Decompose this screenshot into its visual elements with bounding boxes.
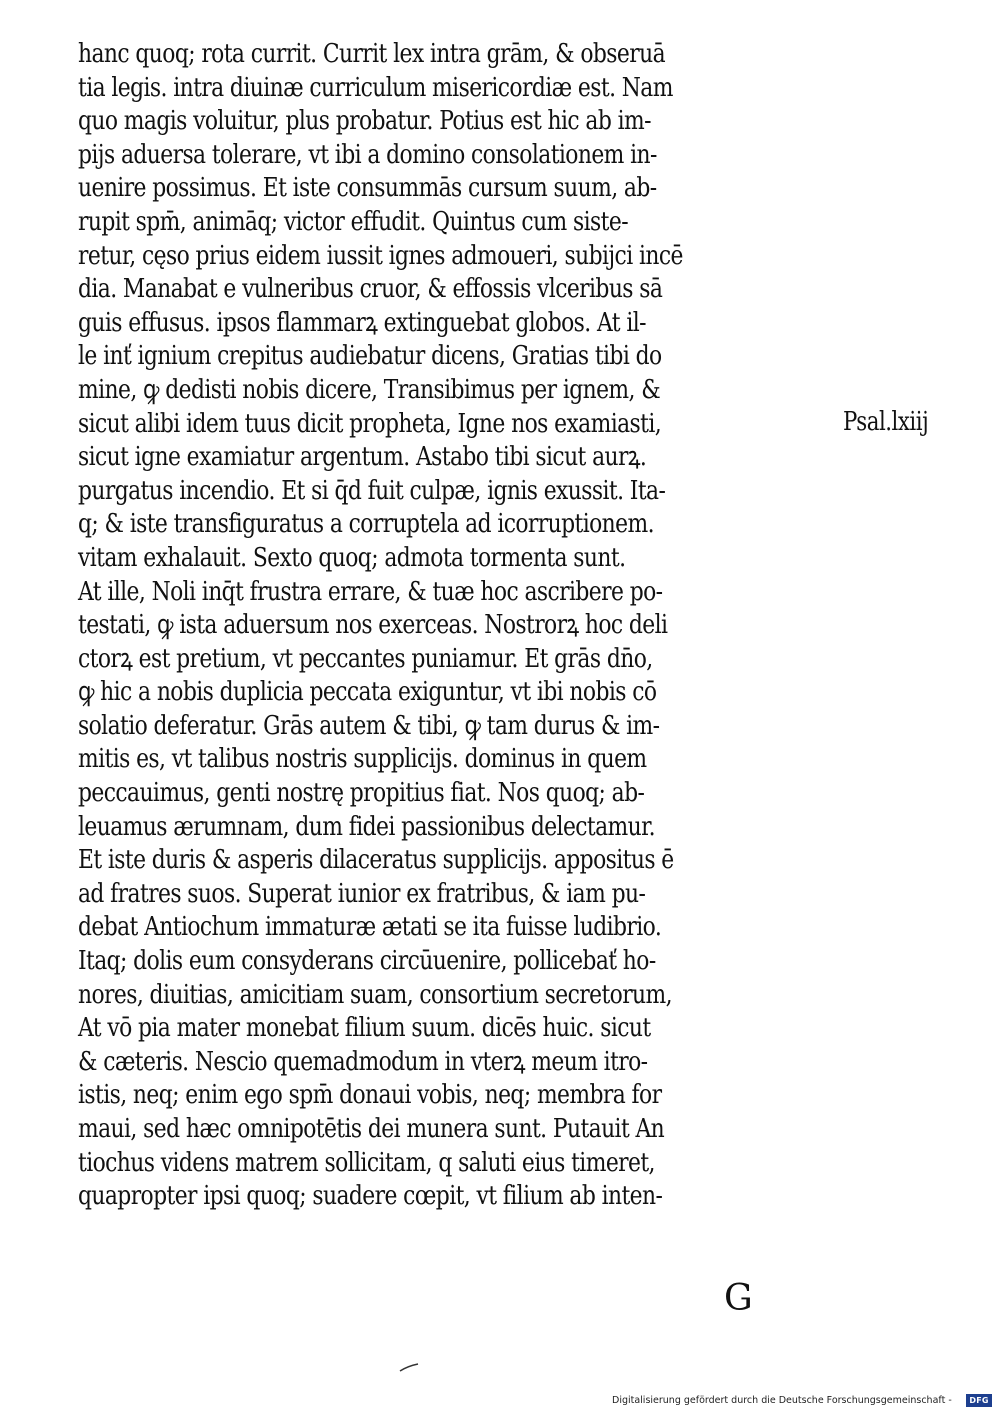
text-line: quo magis voluitur, plus probatur. Potius est hic ab im-	[78, 106, 651, 137]
text-line: At vō pia mater monebat filium suum. dicēs huic. sicut	[78, 1013, 651, 1044]
text-line: ꝙ hic a nobis duplicia peccata exiguntur, vt ibi nobis cō	[78, 677, 657, 708]
signature-mark: G	[724, 1278, 753, 1319]
text-line: tia legis. intra diuinæ curriculum misericordiæ est. Nam	[78, 72, 673, 103]
text-line: tiochus videns matrem sollicitam, q saluti eius timeret,	[78, 1147, 655, 1178]
text-line: quapropter ipsi quoq; suadere cœpit, vt filium ab inten-	[78, 1181, 663, 1212]
text-line: guis effusus. ipsos flammarꝝ extinguebat globos. At il-	[78, 307, 646, 338]
text-line: solatio deferatur. Grās autem & tibi, ꝙ tam durus & im-	[78, 710, 660, 741]
text-line: uenire possimus. Et iste consummās cursum suum, ab-	[78, 173, 657, 204]
text-line: & cæteris. Nescio quemadmodum in vterꝝ meum itro-	[78, 1046, 648, 1077]
text-line: istis, neq; enim ego spm̄ donaui vobis, neq; membra for	[78, 1080, 662, 1111]
text-line: sicut igne examiatur argentum. Astabo tibi sicut aurꝝ.	[78, 442, 647, 473]
text-line: retur, cęso prius eidem iussit ignes admoueri, subijci incē	[78, 240, 683, 271]
text-line: dia. Manabat e vulneribus cruor, & effossis vlceribus sā	[78, 274, 663, 305]
text-line: pijs aduersa tolerare, vt ibi a domino consolationem in-	[78, 139, 657, 170]
text-line: vitam exhalauit. Sexto quoq; admota tormenta sunt.	[78, 542, 626, 573]
text-line: q; & iste transfiguratus a corruptela ad icorruptionem.	[78, 509, 654, 540]
scan-speck-mark	[398, 1360, 420, 1374]
text-line: rupit spm̄, animāq; victor effudit. Quintus cum siste-	[78, 206, 628, 237]
text-line: le inť ignium crepitus audiebatur dicens, Gratias tibi do	[78, 341, 662, 372]
text-line: leuamus ærumnam, dum fidei passionibus delectamur.	[78, 811, 655, 842]
text-line: nores, diuitias, amicitiam suam, consortium secretorum,	[78, 979, 673, 1010]
text-line: testati, ꝙ ista aduersum nos exerceas. Nostrorꝝ hoc deli	[78, 610, 668, 641]
text-line: mitis es, vt talibus nostris supplicijs. dominus in quem	[78, 744, 647, 775]
text-line: debat Antiochum immaturæ ætati se ita fuisse ludibrio.	[78, 912, 662, 943]
text-line: sicut alibi idem tuus dicit propheta, Igne nos examiasti,	[78, 408, 662, 439]
text-line: At ille, Noli inq̄t frustra errare, & tuæ hoc ascribere po-	[78, 576, 663, 607]
dfg-logo: DFG	[966, 1394, 992, 1407]
text-line: Et iste duris & asperis dilaceratus supplicijs. appositus ē	[78, 845, 674, 876]
text-line: ctorꝝ est pretium, vt peccantes puniamur. Et grās dn̄o,	[78, 643, 653, 674]
text-line: maui, sed hæc omnipotētis dei munera sunt. Putauit An	[78, 1114, 665, 1144]
text-line: purgatus incendio. Et si q̄d fuit culpæ, ignis exussit. Ita-	[78, 475, 666, 506]
text-line: mine, ꝙ dedisti nobis dicere, Transibimus per ignem, &	[78, 374, 661, 405]
text-line: Itaq; dolis eum consyderans circūuenire, pollicebať ho-	[78, 946, 656, 977]
digitization-credit: Digitalisierung gefördert durch die Deutsche Forschungsgemeinschaft -	[612, 1395, 952, 1406]
text-line: ad fratres suos. Superat iunior ex fratribus, & iam pu-	[78, 878, 646, 909]
text-line: hanc quoq; rota currit. Currit lex intra grām, & obseruā	[78, 39, 666, 69]
body-text	[78, 38, 838, 1214]
text-line: peccauimus, genti nostrę propitius fiat. Nos quoq; ab-	[78, 778, 645, 809]
marginal-note: Psal.lxiij	[843, 407, 929, 437]
